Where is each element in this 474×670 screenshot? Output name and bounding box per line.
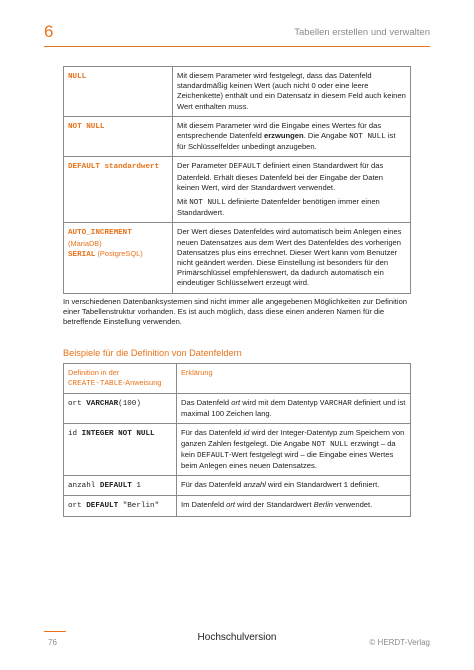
- parameter-name: NULL: [68, 73, 87, 81]
- bold-text: erzwungen: [263, 131, 304, 141]
- description-cell: [173, 67, 411, 117]
- table-row: [64, 476, 411, 496]
- description-cell: [173, 157, 411, 223]
- parameter-name: SERIAL: [68, 250, 96, 259]
- sql-args: (100): [118, 400, 141, 408]
- parameter-cell: [64, 157, 173, 223]
- sql-keyword: DEFAULT: [86, 502, 119, 511]
- table-row: [64, 496, 411, 516]
- text-span: -Wert festgelegt wird – die Eingabe eines Wertes beim Anlegen eines neuen Datensatzes.: [181, 449, 394, 471]
- text-span: Das Datenfeld: [181, 398, 232, 407]
- parameter-description: [177, 161, 406, 193]
- parameter-note: (MariaDB): [68, 238, 102, 248]
- section-heading: Beispiele für die Definition von Datenfeldern: [63, 348, 242, 358]
- example-table: [63, 363, 411, 517]
- text-span: verwendet.: [332, 500, 373, 510]
- code-text: NOT NULL: [189, 199, 226, 208]
- parameter-note: (PostgreSQL): [97, 248, 143, 258]
- field-name: ort: [68, 400, 87, 408]
- column-header-definition: [64, 364, 177, 394]
- explanation-cell: [177, 424, 411, 476]
- header-text: Definition in der: [68, 368, 120, 377]
- parameter-name: DEFAULT standardwert: [68, 163, 160, 172]
- text-span: definiert einen Standardwert für das Datenfeld. Erhält dieses Datenfeld bei der Eingabe der Daten keinen Wert, wird der Standardwert verwendet.: [177, 161, 384, 192]
- definition-cell: [64, 394, 177, 424]
- text-span: Im Datenfeld: [181, 500, 227, 510]
- parameter-description: [177, 197, 406, 218]
- parameter-description: [177, 121, 406, 153]
- sql-keyword: INTEGER NOT NULL: [81, 430, 155, 439]
- definition-cell: [64, 476, 177, 496]
- chapter-number: 6: [44, 22, 54, 41]
- text-span: Für das Datenfeld: [181, 428, 244, 438]
- text-span: wird der Integer-Datentyp zum Speichern von ganzen Zahlen festgelegt. Die Angabe: [181, 428, 405, 448]
- text-span: definiert.: [348, 480, 380, 490]
- parameter-cell: [64, 67, 173, 117]
- publisher-label: © HERDT-Verlag: [369, 638, 430, 647]
- italic-text: ort: [231, 398, 241, 407]
- table-header-row: [64, 364, 411, 394]
- italic-text: anzahl: [243, 480, 266, 490]
- header-rule: [44, 46, 430, 47]
- table-row: [64, 67, 411, 117]
- table-row: [64, 394, 411, 424]
- parameter-table: [63, 66, 411, 294]
- explanation-cell: [177, 496, 411, 516]
- definition-cell: [64, 496, 177, 516]
- parameter-description: Mit diesem Parameter wird festgelegt, dass das Datenfeld standardmäßig keinen Wert (auch nicht 0 oder eine leere Zeichenkette) enthält und ein Datensatz in diesem Feld auch keinen Wert enthalten muss.: [177, 71, 406, 111]
- field-name: anzahl: [68, 482, 100, 491]
- text-span: . Die Angabe: [303, 131, 350, 141]
- description-cell: [173, 223, 411, 293]
- code-text: VARCHAR: [319, 400, 352, 408]
- explanation-cell: [177, 394, 411, 424]
- parameter-cell: [64, 116, 173, 157]
- field-name: id: [68, 430, 82, 439]
- code-text: DEFAULT: [228, 163, 261, 172]
- sql-args: "Berlin": [118, 502, 160, 511]
- intro-paragraph: In verschiedenen Datenbanksystemen sind nicht immer alle angegebenen Möglichkeiten zur Definition einer Tabellenstruktur vorhanden. Es ist auch möglich, dass diese einen anderen Namen für die betreffende Einstellung verwenden.: [63, 297, 408, 327]
- code-text: DEFAULT: [197, 451, 229, 460]
- header-text: -Anweisung: [122, 378, 162, 387]
- text-span: Der Parameter: [177, 161, 229, 171]
- chapter-title: Tabellen erstellen und verwalten: [294, 27, 430, 38]
- code-text: NOT NULL: [311, 440, 349, 449]
- parameter-description: Der Wert dieses Datenfeldes wird automatisch beim Anlegen eines neuen Datensatzes aus dem Wert des Datenfeldes des vorherigen Datensatzes plus eins errechnet. Dieser Wert kann vom Benutzer nicht geändert werden. Diese Einstellung ist besonders für den Primärschlüssel empfehlenswert, da dadurch automatisch ein eindeutiger Schlüsselwert erzeugt wird.: [177, 227, 402, 288]
- code-text: 1: [343, 482, 349, 491]
- sql-args: 1: [131, 482, 141, 491]
- text-span: erzwingt – da kein: [181, 438, 396, 459]
- code-text: NOT NULL: [349, 133, 386, 142]
- code-text: CREATE-TABLE: [68, 380, 123, 388]
- field-name: ort: [68, 502, 87, 511]
- text-span: ist für Schlüsselfelder unbedingt anzugeben.: [177, 131, 396, 152]
- table-row: [64, 424, 411, 476]
- explanation-cell: [177, 476, 411, 496]
- table-row: [64, 157, 411, 223]
- table-row: [64, 223, 411, 293]
- page-number: 76: [48, 638, 57, 647]
- table-row: [64, 116, 411, 157]
- italic-text: id: [243, 428, 250, 438]
- text-span: Mit diesem Parameter wird die Eingabe eines Wertes für das entsprechende Datenfeld: [177, 120, 382, 141]
- text-span: wird der Standardwert: [235, 500, 314, 510]
- parameter-name: NOT NULL: [68, 122, 105, 131]
- text-span: wird ein Standardwert: [265, 480, 344, 490]
- text-span: Mit: [177, 197, 190, 207]
- text-span: wird mit dem Datentyp: [240, 398, 320, 407]
- text-span: definierte Datenfelder benötigen immer einen Standardwert.: [177, 197, 380, 218]
- definition-cell: [64, 424, 177, 476]
- column-header-explanation: [177, 364, 411, 394]
- italic-text: ort: [226, 500, 236, 510]
- parameter-cell: [64, 223, 173, 293]
- sql-keyword: DEFAULT: [99, 482, 132, 491]
- sql-keyword: VARCHAR: [86, 400, 119, 408]
- italic-text: Berlin: [313, 500, 333, 510]
- header-text: Erklärung: [181, 368, 213, 377]
- description-cell: [173, 116, 411, 157]
- parameter-name: AUTO_INCREMENT: [68, 229, 132, 238]
- text-span: definiert und ist maximal 100 Zeichen lang.: [181, 398, 406, 419]
- edition-label: Hochschulversion: [197, 632, 277, 643]
- text-span: Für das Datenfeld: [181, 480, 244, 490]
